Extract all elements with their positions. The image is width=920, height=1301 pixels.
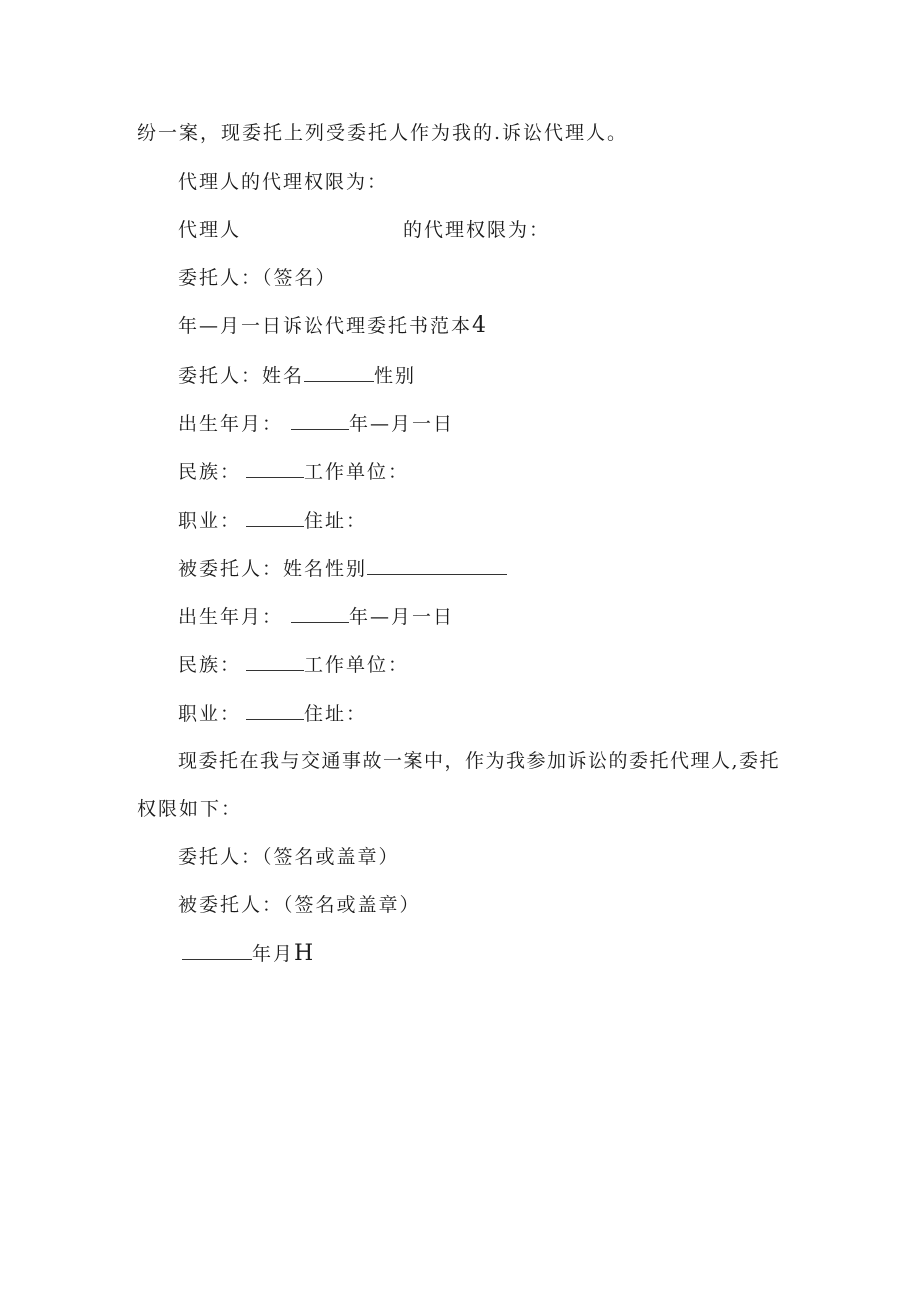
fill-blank (291, 604, 349, 623)
text-line-10-content: 被委托人：姓名性别 (178, 558, 368, 580)
text-line-6 (178, 363, 416, 388)
text-line-6-part-b: 性别 (374, 365, 417, 387)
text-line-17-content: 被委托人：（签名或盖章） (178, 894, 421, 916)
text-line-15 (137, 797, 242, 821)
text-line-16 (178, 845, 400, 869)
fill-blank (246, 652, 304, 671)
text-line-4-content: 委托人：（签名） (178, 267, 337, 289)
text-line-2 (178, 170, 388, 194)
fill-blank (182, 941, 252, 960)
text-line-9-part-a: 职业： (178, 510, 242, 532)
text-line-8-part-a: 民族： (178, 461, 242, 483)
text-line-3-part-a: 代理人 (178, 219, 242, 241)
text-line-1 (137, 121, 628, 145)
text-line-10 (178, 556, 507, 581)
text-line-17 (178, 893, 421, 917)
fill-blank (304, 363, 374, 382)
text-line-8 (178, 459, 409, 484)
text-line-7 (178, 411, 454, 436)
text-line-3 (178, 218, 550, 242)
text-line-9-part-b: 住址： (304, 510, 368, 532)
text-line-9 (178, 508, 367, 533)
text-line-7-part-a: 出生年月： (178, 413, 284, 435)
text-line-18 (182, 941, 313, 966)
text-line-14 (178, 749, 780, 773)
text-line-5-part-b: 4 (472, 313, 487, 338)
text-line-14-content: 现委托在我与交通事故一案中，作为我参加诉讼的委托代理人,委托 (178, 750, 781, 772)
fill-blank (246, 508, 304, 527)
text-line-6-part-a: 委托人：姓名 (178, 365, 305, 387)
text-line-12-part-a: 民族： (178, 654, 242, 676)
text-line-2-content: 代理人的代理权限为： (178, 171, 389, 193)
text-line-12-part-b: 工作单位： (304, 654, 410, 676)
text-line-15-content: 权限如下： (137, 798, 243, 820)
text-line-7-part-b: 年—月一日 (349, 413, 455, 435)
text-line-5-part-a: 年—月一日诉讼代理委托书范本 (178, 315, 473, 337)
text-line-12 (178, 652, 409, 677)
text-line-4 (178, 266, 337, 290)
fill-blank (367, 556, 507, 575)
text-line-3-part-b: 的代理权限为： (403, 219, 551, 241)
fill-blank (246, 459, 304, 478)
text-line-11 (178, 604, 454, 629)
text-line-1-content: 纷一案，现委托上列受委托人作为我的.诉讼代理人。 (137, 122, 629, 144)
text-line-8-part-b: 工作单位： (304, 461, 410, 483)
text-line-5 (178, 314, 486, 338)
text-line-13-part-b: 住址： (304, 703, 368, 725)
text-line-13 (178, 701, 367, 726)
text-line-18-part-b: H (294, 941, 314, 966)
text-line-13-part-a: 职业： (178, 703, 242, 725)
text-line-16-content: 委托人：（签名或盖章） (178, 846, 400, 868)
fill-blank (246, 701, 304, 720)
fill-blank (291, 411, 349, 430)
text-line-18-part-a: 年月 (252, 943, 295, 965)
text-line-11-part-b: 年—月一日 (349, 606, 455, 628)
text-line-11-part-a: 出生年月： (178, 606, 284, 628)
